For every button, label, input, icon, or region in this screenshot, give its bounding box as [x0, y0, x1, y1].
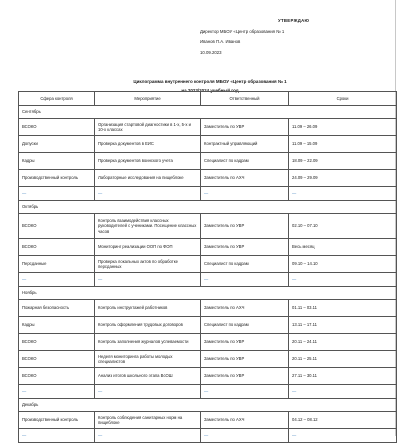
- cell-responsible: Специалист по кадрам: [201, 256, 289, 273]
- cell-activity: Анализ итогов школьного этапа ВсОШ: [95, 368, 201, 385]
- cell-activity: Мониторинг реализации ООП по ФОП: [95, 239, 201, 256]
- cell-responsible: Заместитель по УВР: [201, 214, 289, 239]
- cell-responsible: Заместитель по АХЧ: [201, 170, 289, 187]
- month-row: [19, 106, 397, 119]
- table-row: [19, 153, 397, 170]
- cell-activity: Контроль заполнения журналов успеваемости: [95, 334, 201, 351]
- cell-dates: Весь месяц: [289, 239, 397, 256]
- cell-sphere: Производственный контроль: [19, 412, 95, 429]
- title-line-1: Циклограмма внутреннего контроля МБОУ «Центр образования № 1: [133, 79, 287, 84]
- cell-placeholder: —: [201, 273, 289, 287]
- table-row: [19, 239, 397, 256]
- cell-dates: 04.12 – 08.12: [289, 412, 397, 429]
- table-row: [19, 214, 397, 239]
- table-row: [19, 317, 397, 334]
- approval-block: [200, 16, 309, 58]
- header-responsible: Ответственный: [201, 92, 289, 106]
- cell-responsible: Специалист по кадрам: [201, 153, 289, 170]
- month-label: Сентябрь: [19, 106, 397, 119]
- cell-responsible: Заместитель по УВР: [201, 119, 289, 136]
- table-row: [19, 334, 397, 351]
- placeholder-row: [19, 187, 397, 201]
- month-row: [19, 399, 397, 412]
- cell-placeholder: —: [95, 273, 201, 287]
- cell-sphere: ВСОКО: [19, 239, 95, 256]
- cell-activity: Контроль соблюдения санитарных норм на пищеблоке: [95, 412, 201, 429]
- cell-activity: Проверка локальных актов по обработке персданных: [95, 256, 201, 273]
- cell-placeholder: —: [95, 385, 201, 399]
- cell-placeholder: —: [19, 187, 95, 201]
- cell-sphere: ВСОКО: [19, 368, 95, 385]
- cell-dates: 20.11 – 25.11: [289, 351, 397, 368]
- cell-placeholder: —: [19, 385, 95, 399]
- cell-placeholder: —: [201, 385, 289, 399]
- placeholder-row: [19, 385, 397, 399]
- month-row: [19, 201, 397, 214]
- cell-activity: Контроль оформления трудовых договоров: [95, 317, 201, 334]
- cell-responsible: Контрактный управляющий: [201, 136, 289, 153]
- month-label: Ноябрь: [19, 287, 397, 300]
- cell-dates: 20.11 – 24.11: [289, 334, 397, 351]
- month-label: Октябрь: [19, 201, 397, 214]
- table-header-row: [19, 92, 397, 106]
- cell-dates: 02.10 – 07.10: [289, 214, 397, 239]
- cell-placeholder: —: [289, 273, 397, 287]
- cell-placeholder: —: [289, 187, 397, 201]
- cell-placeholder: —: [19, 273, 95, 287]
- table-row: [19, 119, 397, 136]
- placeholder-row: [19, 273, 397, 287]
- cell-activity: Контроль инструктажей работников: [95, 300, 201, 317]
- cell-dates: 13.11 – 17.11: [289, 317, 397, 334]
- table-row: [19, 368, 397, 385]
- cell-sphere: ВСОКО: [19, 351, 95, 368]
- cell-sphere: Персданные: [19, 256, 95, 273]
- table-row: [19, 412, 397, 429]
- header-sphere: Сфера контроля: [19, 92, 95, 106]
- cell-dates: 18.09 – 22.09: [289, 153, 397, 170]
- table-row: [19, 300, 397, 317]
- header-activity: Мероприятие: [95, 92, 201, 106]
- table-row: [19, 351, 397, 368]
- cell-activity: Проверка документов в ЕИС: [95, 136, 201, 153]
- cell-dates: 01.11 – 03.11: [289, 300, 397, 317]
- cell-activity: Проверка документов воинского учета: [95, 153, 201, 170]
- approval-line-2: Иванов П.А. Иванов: [200, 39, 241, 44]
- cell-responsible: Заместитель по УВР: [201, 334, 289, 351]
- cell-responsible: Заместитель по УВР: [201, 368, 289, 385]
- cell-sphere: Кадры: [19, 317, 95, 334]
- title-line-2: на 2023/2024 учебный год: [181, 88, 239, 93]
- cell-placeholder: —: [19, 429, 95, 443]
- month-row: [19, 287, 397, 300]
- table-row: [19, 170, 397, 187]
- cell-sphere: ВСОКО: [19, 214, 95, 239]
- table-row: [19, 136, 397, 153]
- cell-dates: 27.11 – 30.11: [289, 368, 397, 385]
- cell-placeholder: —: [289, 385, 397, 399]
- cell-responsible: Заместитель по УВР: [201, 351, 289, 368]
- cell-dates: 11.09 – 15.09: [289, 136, 397, 153]
- cell-placeholder: —: [289, 429, 397, 443]
- cell-responsible: Заместитель по АХЧ: [201, 300, 289, 317]
- cell-placeholder: —: [95, 429, 201, 443]
- cell-sphere: Производственный контроль: [19, 170, 95, 187]
- cell-placeholder: —: [201, 429, 289, 443]
- cell-placeholder: —: [201, 187, 289, 201]
- cell-sphere: Допуски: [19, 136, 95, 153]
- cell-dates: 11.09 – 26.09: [289, 119, 397, 136]
- cell-dates: 09.10 – 14.10: [289, 256, 397, 273]
- cell-responsible: Заместитель по АХЧ: [201, 412, 289, 429]
- cell-activity: Лабораторные исследования на пищеблоке: [95, 170, 201, 187]
- table-row: [19, 256, 397, 273]
- control-schedule-table: [18, 91, 397, 443]
- approval-line-1: Директор МБОУ «Центр образования № 1: [200, 28, 285, 34]
- cell-responsible: Специалист по кадрам: [201, 317, 289, 334]
- month-label: Декабрь: [19, 399, 397, 412]
- cell-placeholder: —: [95, 187, 201, 201]
- approval-line-3: 10.09.2023: [200, 49, 222, 55]
- cell-dates: 24.09 – 29.09: [289, 170, 397, 187]
- cell-responsible: Заместитель по УВР: [201, 239, 289, 256]
- cell-activity: Контроль взаимодействия классных руководителей с учениками. Посещение классных часов: [95, 214, 201, 239]
- cell-sphere: Пожарная безопасность: [19, 300, 95, 317]
- cell-activity: Организация стартовой диагностики в 1-х, 5-х и 10-х классах: [95, 119, 201, 136]
- cell-sphere: Кадры: [19, 153, 95, 170]
- cell-sphere: ВСОКО: [19, 119, 95, 136]
- cell-sphere: ВСОКО: [19, 334, 95, 351]
- cell-activity: Неделя мониторинга работы молодых специалистов: [95, 351, 201, 368]
- approval-header: УТВЕРЖДАЮ: [278, 18, 310, 23]
- header-dates: Сроки: [289, 92, 397, 106]
